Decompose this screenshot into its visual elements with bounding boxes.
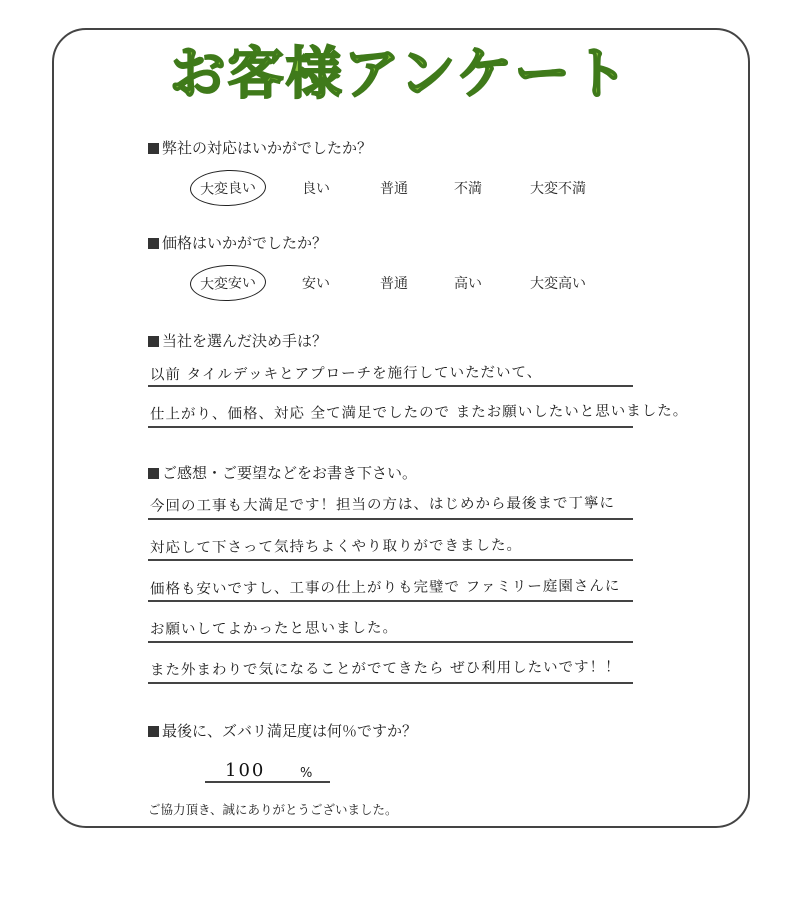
square-bullet-icon: [148, 336, 159, 347]
q4-answer-line: 対応して下さって気持ちよくやり取りができました。: [149, 537, 523, 557]
q4-answer-line: 今回の工事も大満足です！担当の方は、はじめから最後まで丁寧に: [149, 495, 616, 515]
square-bullet-icon: [148, 468, 159, 479]
q4-answer-line: お願いしてよかったと思いました。: [149, 620, 399, 638]
question-5-label: 最後に、ズバリ満足度は何％ですか？: [162, 722, 418, 740]
q1-option-4[interactable]: 不満: [454, 181, 482, 197]
question-1: [148, 137, 372, 158]
question-3: [148, 330, 327, 351]
question-1-label: 弊社の対応はいかがでしたか？: [162, 139, 373, 157]
q2-option-2[interactable]: 安い: [302, 276, 330, 292]
square-bullet-icon: [148, 143, 159, 154]
q3-answer-line: 仕上がり、価格、対応 全て満足でしたので またお願いしたいと思いました。: [149, 403, 689, 423]
q3-answer-line: 以前 タイルデッキとアプローチを施行していただいて、: [149, 364, 543, 384]
q1-option-1[interactable]: 大変良い: [189, 169, 266, 208]
q1-option-5[interactable]: 大変不満: [530, 181, 586, 197]
q4-answer-line: 価格も安いですし、工事の仕上がりも完璧で ファミリー庭園さんに: [149, 578, 621, 598]
q2-option-1[interactable]: 大変安い: [189, 264, 266, 303]
question-2: [148, 232, 327, 253]
question-4: [148, 462, 417, 483]
answer-rule: [148, 600, 633, 602]
q1-option-3[interactable]: 普通: [380, 181, 408, 197]
question-5: [148, 720, 417, 741]
thank-you-note: ご協力頂き、誠にありがとうございました。: [148, 802, 398, 817]
answer-rule: [148, 518, 633, 520]
satisfaction-underline: [205, 781, 330, 783]
percent-unit: %: [300, 766, 313, 781]
satisfaction-value[interactable]: 100: [225, 760, 266, 781]
q2-option-3[interactable]: 普通: [380, 276, 408, 292]
answer-rule: [148, 559, 633, 561]
answer-rule: [148, 426, 633, 428]
survey-title: お客様アンケート: [169, 42, 631, 107]
answer-rule: [148, 385, 633, 387]
q4-answer-line: また外まわりで気になることがでてきたら ぜひ利用したいです！！: [149, 659, 621, 679]
question-2-label: 価格はいかがでしたか？: [162, 234, 328, 252]
square-bullet-icon: [148, 726, 159, 737]
question-3-label: 当社を選んだ決め手は？: [162, 332, 328, 350]
q2-option-5[interactable]: 大変高い: [530, 276, 586, 292]
q2-option-4[interactable]: 高い: [454, 276, 482, 292]
answer-rule: [148, 641, 633, 643]
square-bullet-icon: [148, 238, 159, 249]
q1-option-2[interactable]: 良い: [302, 181, 330, 197]
question-4-label: ご感想・ご要望などをお書き下さい。: [162, 464, 418, 482]
answer-rule: [148, 682, 633, 684]
